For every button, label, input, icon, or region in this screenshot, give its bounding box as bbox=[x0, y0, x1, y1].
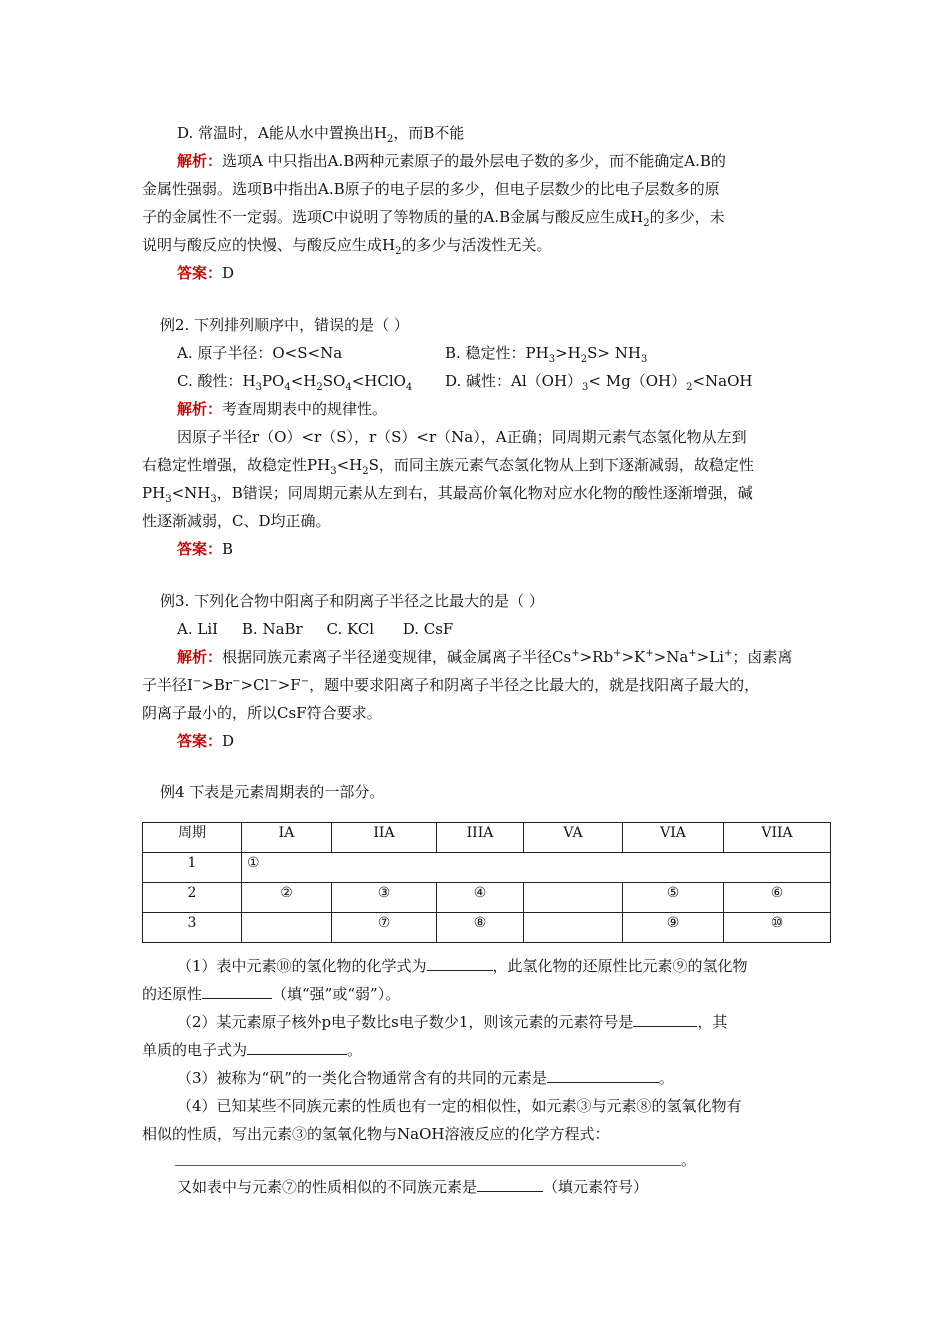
ex3-question: 例3. 下列化合物中阳离子和阴离子半径之比最大的是（ ） bbox=[160, 592, 544, 610]
ex2-option-b: B. 稳定性：$PH_3>H_2S> NH_3$ bbox=[445, 344, 648, 365]
ex1-answer: 答案：D bbox=[177, 264, 235, 282]
header-cell: IIIA bbox=[437, 823, 524, 853]
element-cell: ⑨ bbox=[623, 913, 724, 943]
ex1-analysis-line-1: 解析：选项A 中只指出A.B两种元素原子的最外层电子数的多少，而不能确定A.B的 bbox=[177, 152, 726, 170]
ex4-q3: （3）被称为“矾”的一类化合物通常含有的共同的元素是 。 bbox=[177, 1069, 674, 1087]
table-row bbox=[143, 883, 831, 913]
analysis-label: 解析： bbox=[177, 400, 223, 418]
ex2-question: 例2. 下列排列顺序中，错误的是（ ） bbox=[160, 316, 409, 334]
header-cell: 周期 bbox=[143, 823, 242, 853]
table-header-row bbox=[143, 823, 831, 853]
answer-label: 答案： bbox=[177, 732, 223, 750]
header-cell: IIA bbox=[332, 823, 437, 853]
element-cell: ③ bbox=[332, 883, 437, 913]
header-cell: VA bbox=[524, 823, 623, 853]
element-cell: ① bbox=[242, 853, 831, 883]
answer-label: 答案： bbox=[177, 264, 223, 282]
ex3-answer: 答案：D bbox=[177, 732, 235, 750]
element-cell bbox=[242, 913, 332, 943]
ex2-option-c: C. 酸性：$H_3PO_4<H_2SO_4<HClO_4$ bbox=[177, 372, 413, 393]
answer-blank[interactable] bbox=[633, 1012, 697, 1027]
element-cell bbox=[524, 883, 623, 913]
element-cell: ⑧ bbox=[437, 913, 524, 943]
ex2-answer: 答案：B bbox=[177, 540, 234, 558]
ex3-analysis-line-2: 子半径I−>Br−>Cl−>F−，题中要求阳离子和阴离子半径之比最大的，就是找阳离子最大的， bbox=[142, 676, 760, 694]
period-cell: 2 bbox=[143, 883, 242, 913]
periodic-table-fragment bbox=[142, 822, 831, 943]
ex2-analysis-line-4: 性逐渐减弱，C、D均正确。 bbox=[142, 512, 331, 530]
element-cell: ⑤ bbox=[623, 883, 724, 913]
table-row bbox=[143, 913, 831, 943]
analysis-label: 解析： bbox=[177, 152, 223, 170]
ex1-analysis-line-3: 子的金属性不一定弱。选项C中说明了等物质的量的A.B金属与酸反应生成$H_2$的多少，未 bbox=[142, 208, 725, 229]
answer-blank[interactable] bbox=[247, 1040, 347, 1055]
ex2-option-d: D. 碱性：$Al(OH)_3<$ $Mg(OH)_2<NaOH$ bbox=[445, 372, 753, 393]
period-cell: 1 bbox=[143, 853, 242, 883]
ex4-q2-line-1: （2）某元素原子核外p电子数比s电子数少1，则该元素的元素符号是 ，其 bbox=[177, 1013, 728, 1031]
header-cell: VIIA bbox=[724, 823, 831, 853]
ex4-q1-line-2: 的还原性 （填“强”或“弱”）。 bbox=[142, 985, 401, 1003]
ex1-analysis-line-4: 说明与酸反应的快慢、与酸反应生成$H_2$的多少与活泼性无关。 bbox=[142, 236, 552, 257]
ex2-analysis-intro: 解析：考查周期表中的规律性。 bbox=[177, 400, 388, 418]
ex4-intro: 例4 下表是元素周期表的一部分。 bbox=[160, 783, 385, 801]
element-cell bbox=[524, 913, 623, 943]
equation-answer-line[interactable] bbox=[175, 1165, 681, 1166]
element-cell: ④ bbox=[437, 883, 524, 913]
answer-label: 答案： bbox=[177, 540, 223, 558]
ex1-option-d: D. 常温时，A能从水中置换出$H_2$，而B不能 bbox=[177, 124, 465, 145]
header-cell: IA bbox=[242, 823, 332, 853]
ex4-q1-line-1: （1）表中元素⑩的氢化物的化学式为 ，此氢化物的还原性比元素⑨的氢化物 bbox=[177, 957, 748, 975]
ex4-q4-end: 。 bbox=[681, 1151, 697, 1169]
analysis-label: 解析： bbox=[177, 648, 223, 666]
ex4-q2-line-2: 单质的电子式为 。 bbox=[142, 1041, 363, 1059]
answer-blank[interactable] bbox=[477, 1177, 543, 1192]
answer-blank[interactable] bbox=[427, 956, 493, 971]
element-cell: ② bbox=[242, 883, 332, 913]
element-cell: ⑩ bbox=[724, 913, 831, 943]
period-cell: 3 bbox=[143, 913, 242, 943]
ex3-analysis-line-3: 阴离子最小的，所以CsF符合要求。 bbox=[142, 704, 382, 722]
element-cell: ⑥ bbox=[724, 883, 831, 913]
ex4-q4-line-2: 相似的性质，写出元素③的氢氧化物与NaOH溶液反应的化学方程式： bbox=[142, 1125, 610, 1143]
table-row bbox=[143, 853, 831, 883]
header-cell: VIA bbox=[623, 823, 724, 853]
ex4-q4-line-1: （4）已知某些不同族元素的性质也有一定的相似性，如元素③与元素⑧的氢氧化物有 bbox=[177, 1097, 742, 1115]
ex3-options: A. LiI B. NaBr C. KCl D. CsF bbox=[177, 620, 454, 638]
ex2-option-a: A. 原子半径：O<S<Na bbox=[177, 344, 343, 362]
element-cell: ⑦ bbox=[332, 913, 437, 943]
answer-blank[interactable] bbox=[547, 1068, 659, 1083]
ex2-analysis-line-3: $PH_3<NH_3$，B错误；同周期元素从左到右，其最高价氧化物对应水化物的酸性逐渐增强，碱 bbox=[142, 484, 753, 505]
ex2-analysis-line-2: 右稳定性增强，故稳定性$PH_3<H_2S$，而同主族元素气态氢化物从上到下逐渐减弱，故稳定性 bbox=[142, 456, 754, 477]
ex1-analysis-line-2: 金属性强弱。选项B中指出A.B原子的电子层的多少，但电子层数少的比电子层数多的原 bbox=[142, 180, 720, 198]
answer-blank[interactable] bbox=[202, 984, 272, 999]
ex2-analysis-line-1: 因原子半径r（O）<r（S），r（S）<r（Na），A正确；同周期元素气态氢化物从左到 bbox=[177, 428, 747, 446]
ex3-analysis-line-1: 解析：根据同族元素离子半径递变规律，碱金属离子半径Cs+>Rb+>K+>Na+>Li+；卤素离 bbox=[177, 648, 793, 666]
ex4-q5: 又如表中与元素⑦的性质相似的不同族元素是 （填元素符号） bbox=[177, 1178, 649, 1196]
